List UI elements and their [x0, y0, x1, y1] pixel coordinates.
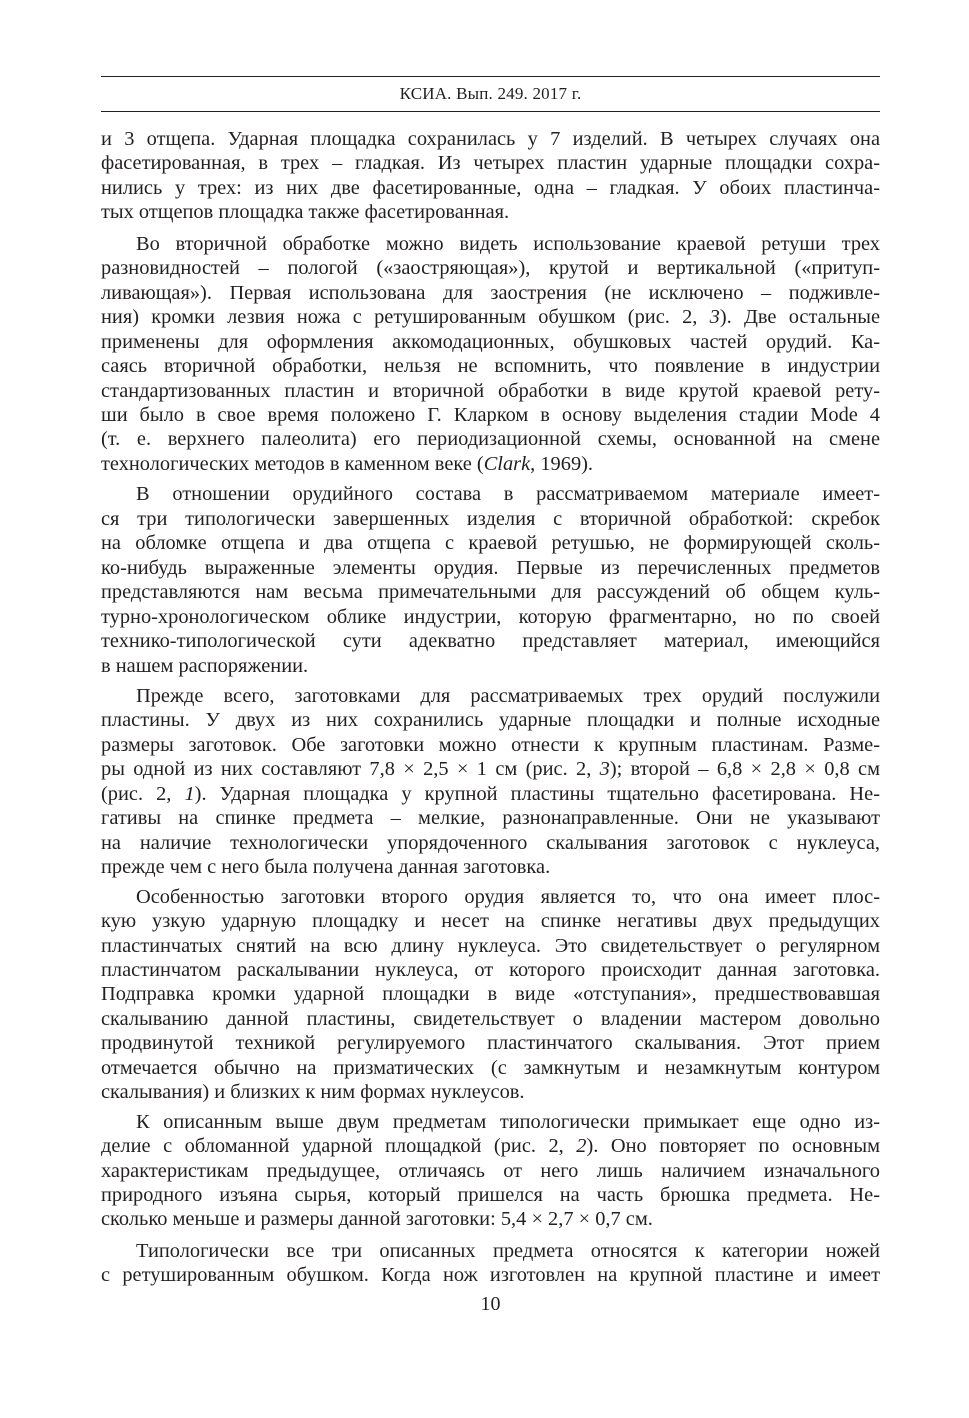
text-line: прежде чем с него была получена данная заготовка.: [101, 856, 551, 879]
text-line: ши было в свое время положено Г. Кларком в основу выделения стадии Mode 4: [101, 403, 880, 426]
text-line: гативы на спинке предмета – мелкие, разнонаправленные. Они не указывают: [101, 807, 880, 830]
text-line: отмечается обычно на призматических (с замкнутым и незамкнутым контуром: [101, 1056, 880, 1079]
text-line: в нашем распоряжении.: [101, 654, 309, 677]
text-line: ры одной из них составляют 7,8 × 2,5 × 1 см (рис. 2, 3); второй – 6,8 × 2,8 × 0,8 см: [101, 758, 880, 781]
text-line: пластины. У двух из них сохранились ударные площадки и полные исходные: [101, 709, 880, 732]
paragraph: [101, 1110, 880, 1232]
text-line: и 3 отщепа. Ударная площадка сохранилась у 7 изделий. В четырех случаях она: [101, 128, 880, 150]
text-line: на наличие технологически упорядоченного скалывания заготовок с нуклеуса,: [101, 831, 880, 854]
page-number: 10: [480, 1293, 501, 1315]
text-line: ливающая»). Первая использована для заострения (не исключено – подживле-: [101, 281, 880, 304]
text-line: представляются нам весьма примечательными для рассуждений об общем куль-: [101, 581, 880, 604]
body-text: [101, 127, 880, 1288]
text-line: размеры заготовок. Обе заготовки можно отнести к крупным пластинам. Разме-: [101, 733, 880, 756]
text-line: саясь вторичной обработки, нельзя не вспомнить, что появление в индустрии: [101, 355, 880, 378]
paragraph: [101, 885, 880, 1105]
text-line: фасетированная, в трех – гладкая. Из четырех пластин ударные площадки сохра-: [101, 152, 880, 175]
text-line: нились у трех: из них две фасетированные, одна – гладкая. У обоих пластинча-: [101, 176, 880, 199]
text-line: Особенностью заготовки второго орудия является то, что она имеет плос-: [136, 885, 880, 908]
text-line: ся три типологически завершенных изделия с вторичной обработкой: скребок: [101, 507, 880, 530]
text-line: скалывания) и близких к ним формах нуклеусов.: [101, 1081, 525, 1104]
page: [101, 0, 880, 1418]
paragraph: [101, 482, 880, 678]
text-line: ния) кромки лезвия ножа с ретушированным обушком (рис. 2, 3). Две остальные: [101, 306, 880, 329]
header-rule-bottom: [101, 111, 880, 112]
text-line: применены для оформления аккомодационных, обушковых частей орудий. Ка-: [101, 330, 880, 353]
text-line: (т. е. верхнего палеолита) его периодизационной схемы, основанной на смене: [101, 428, 880, 451]
paragraph: [101, 127, 880, 225]
paragraph: [101, 1239, 880, 1288]
text-line: делие с обломанной ударной площадкой (рис. 2, 2). Оно повторяет по основным: [101, 1135, 880, 1158]
text-line: ко-нибудь выраженные элементы орудия. Первые из перечисленных предметов: [101, 556, 880, 579]
text-line: на обломке отщепа и два отщепа с краевой ретушью, не формирующей сколь-: [101, 532, 880, 555]
text-line: Во вторичной обработке можно видеть использование краевой ретуши трех: [136, 232, 880, 255]
text-line: Типологически все три описанных предмета относятся к категории ножей: [136, 1239, 880, 1262]
text-line: технико-типологической сути адекватно представляет материал, имеющийся: [101, 630, 880, 653]
text-line: пластинчатых снятий на всю длину нуклеуса. Это свидетельствует о регулярном: [101, 934, 880, 957]
text-line: К описанным выше двум предметам типологически примыкает еще одно из-: [136, 1110, 880, 1133]
running-head: КСИА. Вып. 249. 2017 г.: [399, 84, 582, 103]
text-line: В отношении орудийного состава в рассматриваемом материале имеет-: [136, 483, 880, 506]
text-line: турно-хронологическом облике индустрии, которую фрагментарно, но по своей: [101, 605, 880, 628]
text-line: Прежде всего, заготовками для рассматриваемых трех орудий послужили: [136, 684, 880, 707]
text-line: сколько меньше и размеры данной заготовки: 5,4 × 2,7 × 0,7 см.: [101, 1208, 653, 1231]
text-line: характеристикам предыдущее, отличаясь от него лишь наличием изначального: [101, 1159, 880, 1182]
text-line: скалыванию данной пластины, свидетельствует о владении мастером довольно: [101, 1007, 880, 1030]
text-line: (рис. 2, 1). Ударная площадка у крупной пластины тщательно фасетирована. Не-: [101, 782, 880, 805]
paragraph: [101, 684, 880, 880]
text-line: природного изъяна сырья, который пришелся на часть брюшка предмета. Не-: [101, 1184, 880, 1207]
text-line: технологических методов в каменном веке (Clark, 1969).: [101, 452, 594, 475]
header-rule-top: [101, 76, 880, 77]
text-line: продвинутой техникой регулируемого пластинчатого скалывания. Этот прием: [101, 1032, 880, 1055]
text-line: с ретушированным обушком. Когда нож изготовлен на крупной пластине и имеет: [101, 1264, 880, 1287]
text-line: пластинчатом раскалывании нуклеуса, от которого происходит данная заготовка.: [101, 958, 880, 981]
text-line: стандартизованных пластин и вторичной обработки в виде крутой краевой рету-: [101, 379, 880, 402]
text-line: тых отщепов площадка также фасетированная.: [101, 201, 510, 224]
paragraph: [101, 232, 880, 477]
text-line: кую узкую ударную площадку и несет на спинке негативы двух предыдущих: [101, 910, 880, 933]
text-line: разновидностей – пологой («заостряющая»), крутой и вертикальной («притуп-: [101, 257, 880, 280]
text-line: Подправка кромки ударной площадки в виде «отступания», предшествовавшая: [101, 983, 880, 1006]
